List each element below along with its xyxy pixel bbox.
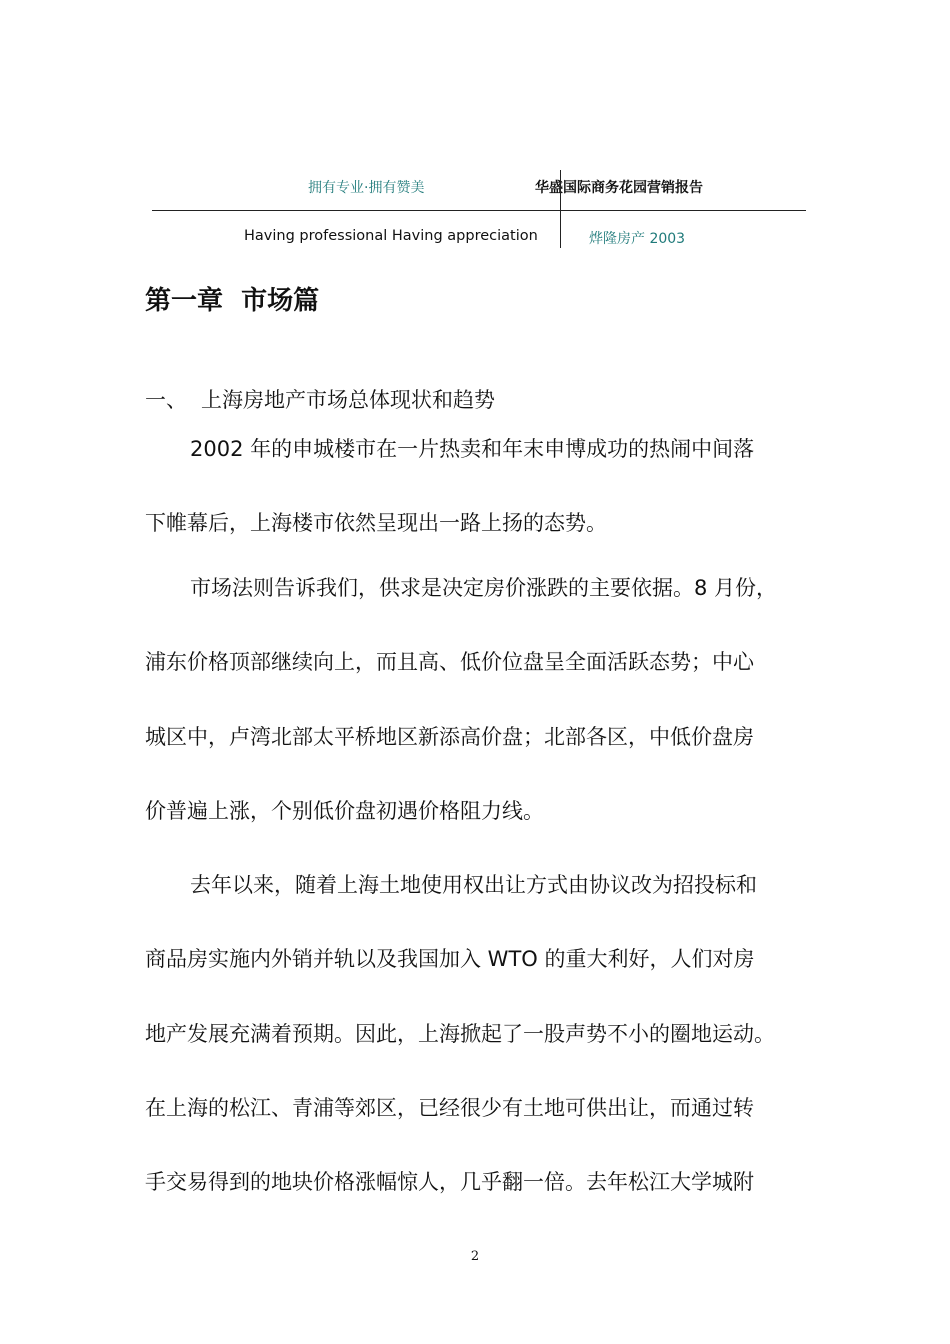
paragraph-line: 在上海的松江、青浦等郊区，已经很少有土地可供出让，而通过转 <box>145 1096 754 1120</box>
header-slogan-cn: 拥有专业·拥有赞美 <box>308 180 425 196</box>
header-report-title: 华盛国际商务花园营销报告 <box>535 180 703 196</box>
paragraph-line: 商品房实施内外销并轨以及我国加入 WTO 的重大利好，人们对房 <box>145 947 755 971</box>
page-number: 2 <box>470 1249 480 1264</box>
chapter-title: 第一章 市场篇 <box>145 286 320 316</box>
section-title: 上海房地产市场总体现状和趋势 <box>201 388 495 412</box>
paragraph-line: 下帷幕后，上海楼市依然呈现出一路上扬的态势。 <box>145 511 607 535</box>
paragraph-line: 手交易得到的地块价格涨幅惊人，几乎翻一倍。去年松江大学城附 <box>145 1170 754 1194</box>
section-number: 一、 <box>145 388 187 412</box>
paragraph-line: 市场法则告诉我们，供求是决定房价涨跌的主要依据。8 月份， <box>190 576 778 600</box>
header-vertical-rule <box>560 170 561 248</box>
header-horizontal-rule <box>152 210 806 211</box>
paragraph-line: 浦东价格顶部继续向上，而且高、低价位盘呈全面活跃态势；中心 <box>145 650 754 674</box>
header-company: 烨隆房产 2003 <box>589 231 686 247</box>
paragraph-line: 地产发展充满着预期。因此，上海掀起了一股声势不小的圈地运动。 <box>145 1022 775 1046</box>
section-heading <box>145 384 495 414</box>
header-slogan-en: Having professional Having appreciation <box>244 228 538 244</box>
paragraph-line: 城区中，卢湾北部太平桥地区新添高价盘；北部各区，中低价盘房 <box>145 725 754 749</box>
paragraph-line: 2002 年的申城楼市在一片热卖和年末申博成功的热闹中间落 <box>190 437 755 461</box>
paragraph-line: 价普遍上涨，个别低价盘初遇价格阻力线。 <box>145 799 544 823</box>
paragraph-line: 去年以来，随着上海土地使用权出让方式由协议改为招投标和 <box>190 873 757 897</box>
